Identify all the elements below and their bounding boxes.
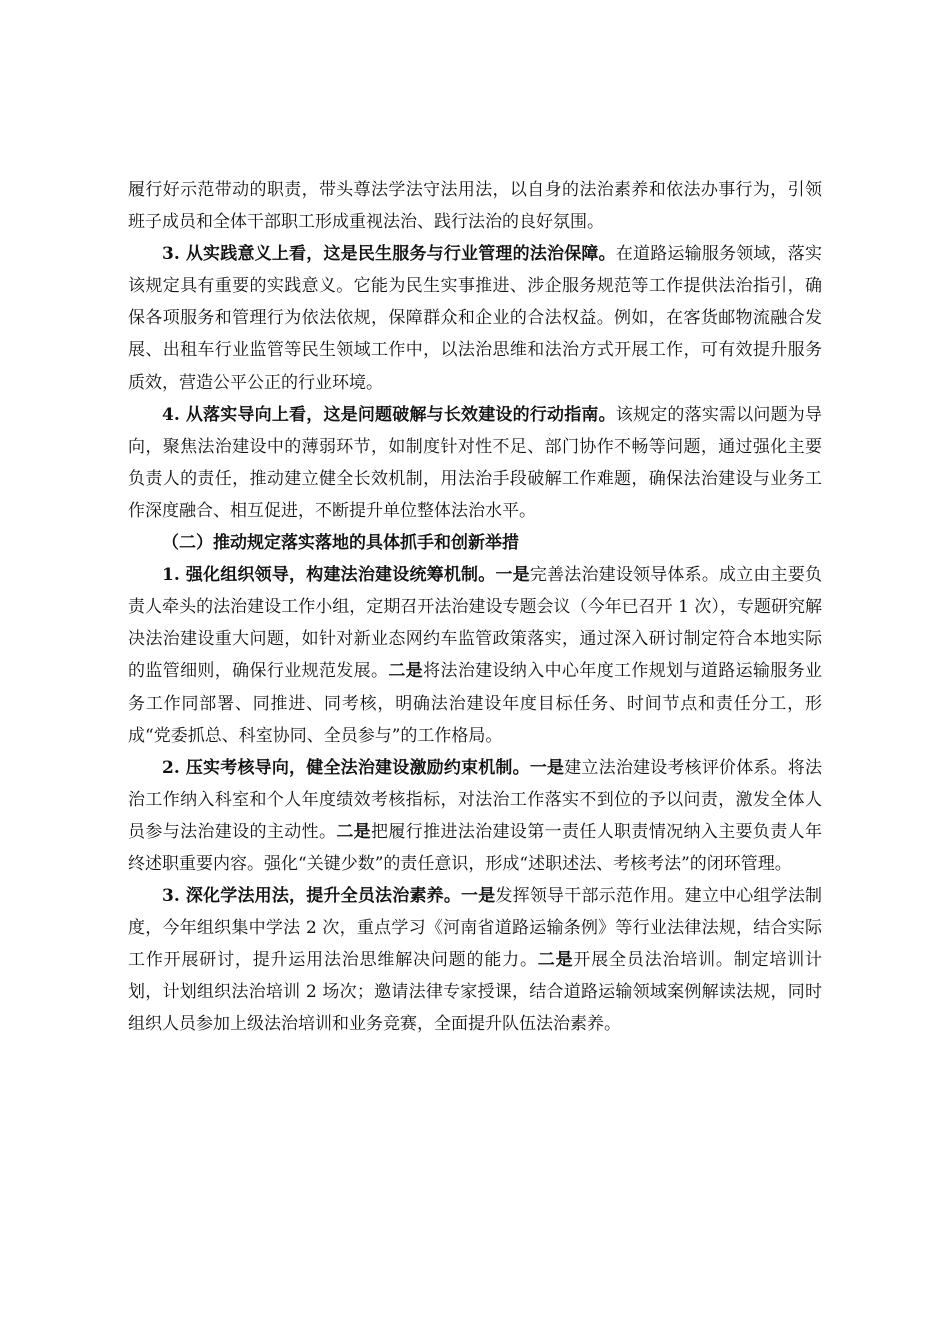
paragraph-text: 履行好示范带动的职责，带头尊法学法守法用法，以自身的法治素养和依法办事行为，引领班子成员和全体干部职工形成重视法治、践行法治的良好氛围。	[128, 180, 822, 233]
measure-2-second-marker: 二是	[336, 821, 372, 842]
measure-2-second-text: 把履行推进法治建设第一责任人职责情况纳入主要负责人年终述职重要内容。强化“关键少数”的责任意识，形成“述职述法、考核考法”的闭环管理。	[128, 821, 823, 874]
paragraph-measure-1	[128, 559, 822, 752]
paragraph-point-4	[128, 399, 822, 527]
point-3-heading: 3. 从实践意义上看，这是民生服务与行业管理的法治保障。	[162, 244, 616, 265]
measure-2-first-marker: 一是	[529, 757, 565, 778]
measure-3-first-text: 发挥领导干部示范作用。建立中心组学法制度，今年组织集中学法 2 次，重点学习《河南省道路运输条例》等行业法律法规，结合实际工作开展研讨，提升运用法治思维解决问题的能力。	[128, 886, 823, 971]
paragraph-continuation	[128, 174, 822, 238]
measure-1-second-marker: 二是	[388, 661, 424, 682]
paragraph-measure-3	[128, 880, 822, 1040]
measure-1-first-text: 完善法治建设领导体系。成立由主要负责人牵头的法治建设工作小组，定期召开法治建设专题会议（今年已召开 1 次），专题研究解决法治建设重大问题，如针对新业态网约车监管政策落实，通过深入研讨制定符合本地实际的监管细则，确保行业规范发展。	[128, 565, 823, 682]
document-body	[128, 174, 822, 1041]
point-3-text: 在道路运输服务领域，落实该规定具有重要的实践意义。它能为民生实事推进、涉企服务规范等工作提供法治指引，确保各项服务和管理行为依法依规，保障群众和企业的合法权益。例如，在客货邮物流融合发展、出租车行业监管等民生领域工作中，以法治思维和法治方式开展工作，可有效提升服务质效，营造公平公正的行业环境。	[128, 244, 823, 393]
paragraph-measure-2	[128, 752, 822, 880]
paragraph-point-3	[128, 238, 822, 398]
point-4-text: 该规定的落实需以问题为导向，聚焦法治建设中的薄弱环节，如制度针对性不足、部门协作不畅等问题，通过强化主要负责人的责任，推动建立健全长效机制，用法治手段破解工作难题，确保法治建设与业务工作深度融合、相互促进，不断提升单位整体法治水平。	[128, 404, 823, 521]
measure-1-second-text: 将法治建设纳入中心年度工作规划与道路运输服务业务工作同部署、同推进、同考核，明确法治建设年度目标任务、时间节点和责任分工，形成“党委抓总、科室协同、全员参与”的工作格局。	[128, 661, 823, 746]
measure-3-first-marker: 一是	[461, 886, 496, 907]
measure-3-second-text: 开展全员法治培训。制定培训计划，计划组织法治培训 2 场次；邀请法律专家授课，结合道路运输领域案例解读法规，同时组织人员参加上级法治培训和业务竞赛，全面提升队伍法治素养。	[128, 950, 823, 1035]
measure-2-first-text: 建立法治建设考核评价体系。将法治工作纳入科室和个人年度绩效考核指标，对法治工作落实不到位的予以问责，激发全体人员参与法治建设的主动性。	[128, 757, 823, 842]
point-4-heading: 4. 从落实导向上看，这是问题破解与长效建设的行动指南。	[162, 404, 616, 425]
measure-3-second-marker: 二是	[537, 950, 574, 971]
measure-1-first-marker: 一是	[495, 565, 530, 586]
measure-3-heading: 3. 深化学法用法，提升全员法治素养。	[162, 886, 462, 907]
measure-1-heading: 1. 强化组织领导，构建法治建设统筹机制。	[162, 565, 496, 586]
section-heading-2: （二）推动规定落实落地的具体抓手和创新举措	[162, 533, 519, 554]
measure-2-heading: 2. 压实考核导向，健全法治建设激励约束机制。	[162, 757, 530, 778]
